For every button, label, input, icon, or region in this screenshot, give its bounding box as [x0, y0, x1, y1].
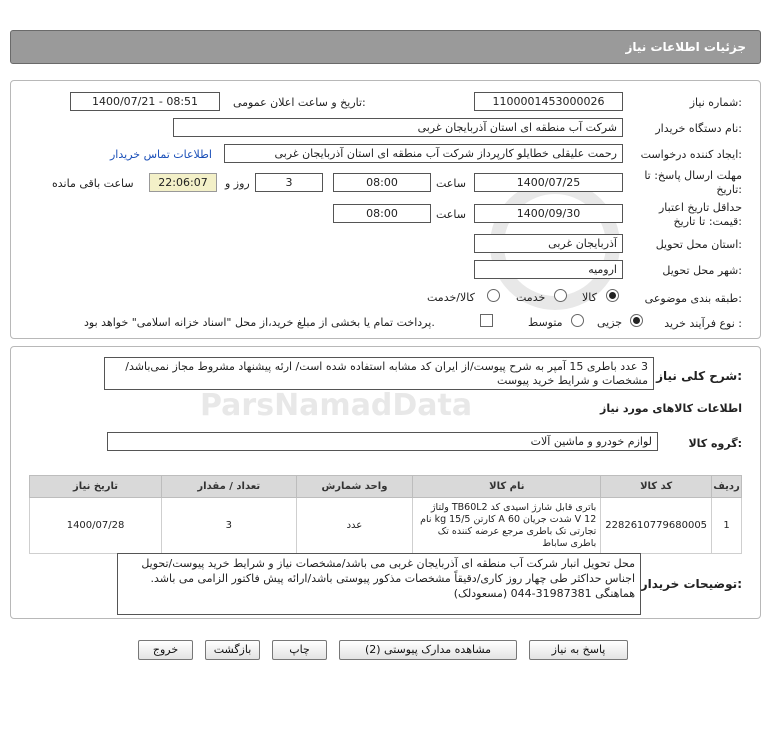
goods-qty: 3 — [162, 498, 296, 554]
validity-label: حداقل تاریخ اعتبار قیمت: تا تاریخ: — [658, 201, 742, 228]
validity-time-field: 08:00 — [333, 204, 431, 223]
reply-date-field: 1400/07/25 — [474, 173, 623, 192]
reply-button[interactable]: پاسخ به نیاز — [529, 640, 628, 660]
goods-name: باتری قابل شارژ اسیدی کد TB60L2 ولتاژ 12 V شدت جریان 60 A کارتن 15/5 kg نام تجارتی تک باطری مرجع عرضه کننده تک باطری ساباط — [413, 498, 601, 554]
announce-field: 1400/07/21 - 08:51 — [70, 92, 220, 111]
col-code: کد کالا — [601, 476, 712, 498]
remaining-time-field: 22:06:07 — [149, 173, 217, 192]
need-number-field: 1100001453000026 — [474, 92, 623, 111]
category-goods-radio[interactable] — [606, 289, 619, 302]
process-minor-radio[interactable] — [630, 314, 643, 327]
row-number: 1 — [712, 498, 742, 554]
category-goods-service-label: کالا/خدمت — [427, 291, 475, 304]
validity-date-field: 1400/09/30 — [474, 204, 623, 223]
need-date: 1400/07/28 — [30, 498, 162, 554]
buyer-org-field: شرکت آب منطقه ای استان آذربایجان غربی — [173, 118, 623, 137]
col-unit: واحد شمارش — [296, 476, 413, 498]
table-row — [30, 498, 742, 554]
buyer-notes-text: محل تحویل انبار شرکت آب منطقه ای آذربایجان غربی می باشد/مشخصات نیاز و شرایط خرید پیوست/تحویل اجناس حداکثر طی چهار روز کاری/دقیقاً مشخصات مذکور پیوستی باشد/ارائه پیش فاکتور الزامی می باشد. هماهنگی 31987381-044 (مسعودلک) — [117, 553, 641, 615]
validity-time-label: ساعت — [436, 208, 466, 221]
col-row: ردیف — [712, 476, 742, 498]
goods-unit: عدد — [296, 498, 413, 554]
reply-deadline-label: مهلت ارسال پاسخ: تا تاریخ: — [644, 169, 742, 196]
goods-info-title: اطلاعات کالاهای مورد نیاز — [600, 402, 742, 415]
remaining-label: ساعت باقی مانده — [52, 177, 134, 190]
treasury-payment-note: پرداخت تمام یا بخشی از مبلغ خرید،از محل "اسناد خزانه اسلامی" خواهد بود. — [84, 316, 435, 329]
goods-code: 2282610779680005 — [601, 498, 712, 554]
back-button[interactable]: بازگشت — [205, 640, 260, 660]
category-service-radio[interactable] — [554, 289, 567, 302]
days-field: 3 — [255, 173, 323, 192]
process-label: نوع فرآیند خرید : — [664, 317, 742, 330]
announce-label: تاریخ و ساعت اعلان عمومی: — [233, 96, 366, 109]
process-medium-radio[interactable] — [571, 314, 584, 327]
category-service-label: خدمت — [516, 291, 546, 304]
reply-time-field: 08:00 — [333, 173, 431, 192]
province-field: آذربایجان غربی — [474, 234, 623, 253]
summary-text: 3 عدد باطری 15 آمپر به شرح پیوست/از ایران کد مشابه استفاده شده است/ ارئه پیشنهاد مشروط مجاز نمی‌باشد/مشخصات و شرایط خرید پیوست — [104, 357, 654, 390]
col-date: تاریخ نیاز — [30, 476, 162, 498]
category-label: طبقه بندی موضوعی: — [644, 292, 742, 305]
print-button[interactable]: چاپ — [272, 640, 327, 660]
goods-group-label: گروه کالا: — [688, 437, 742, 450]
category-goods-label: کالا — [582, 291, 597, 304]
reply-time-label: ساعت — [436, 177, 466, 190]
goods-table-header — [30, 476, 742, 498]
exit-button[interactable]: خروج — [138, 640, 193, 660]
process-minor-label: جزیی — [597, 316, 623, 329]
goods-table — [29, 475, 742, 554]
watermark-text: ParsNamadData — [200, 388, 473, 423]
buyer-org-label: نام دستگاه خریدار: — [655, 122, 742, 135]
summary-label: شرح کلی نیاز: — [656, 369, 742, 383]
goods-group-field: لوازم خودرو و ماشین آلات — [107, 432, 658, 451]
need-number-label: شماره نیاز: — [689, 96, 742, 109]
treasury-payment-checkbox[interactable] — [480, 314, 493, 327]
days-and-label: روز و — [225, 177, 250, 190]
requester-field: رحمت علیقلی خطایلو کارپرداز شرکت آب منطقه ای استان آذربایجان غربی — [224, 144, 623, 163]
col-name: نام کالا — [413, 476, 601, 498]
view-attachments-button[interactable]: مشاهده مدارک پیوستی (2) — [339, 640, 517, 660]
col-qty: تعداد / مقدار — [162, 476, 296, 498]
page-header — [10, 30, 761, 64]
category-goods-service-radio[interactable] — [487, 289, 500, 302]
city-field: ارومیه — [474, 260, 623, 279]
page-title: جزئیات اطلاعات نیاز — [625, 40, 746, 54]
buyer-notes-label: توضیحات خریدار: — [640, 577, 742, 591]
province-label: استان محل تحویل: — [655, 238, 742, 251]
requester-label: ایجاد کننده درخواست: — [640, 148, 742, 161]
city-label: شهر محل تحویل: — [662, 264, 742, 277]
buyer-contact-link[interactable]: اطلاعات تماس خریدار — [110, 148, 212, 161]
process-medium-label: متوسط — [528, 316, 563, 329]
